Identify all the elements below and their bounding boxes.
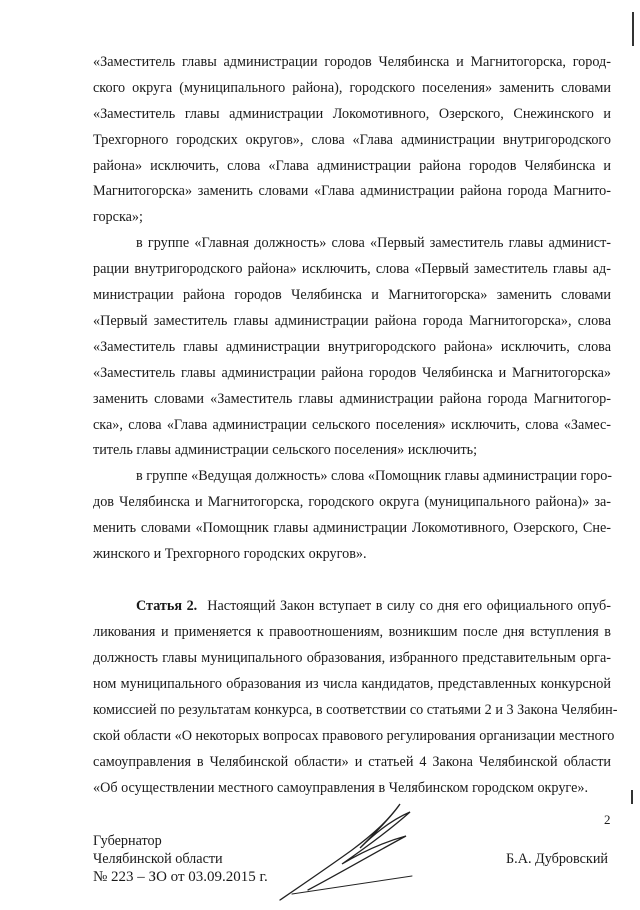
text-line: ской области «О некоторых вопросах правового регулирования организации местного: [93, 728, 615, 744]
scan-mark: [631, 790, 633, 804]
text-line: ном муниципального образования из числа кандидатов, представленных конкурсной: [93, 676, 611, 692]
text-line: «Об осуществлении местного самоуправления в Челябинском городском округе».: [93, 780, 589, 796]
text-line: министрации района городов Челябинска и Магнитогорска» заменить словами: [93, 287, 611, 303]
scan-mark: [632, 12, 634, 46]
page-number: 2: [604, 812, 611, 827]
article-label: Статья 2.: [136, 598, 198, 614]
signer-title: Губернатор: [93, 833, 162, 849]
text-line: жинского и Трехгорного городских округов».: [93, 546, 367, 562]
text-line: комиссией по результатам конкурса, в соответствии со статьями 2 и 3 Закона Челябин-: [93, 702, 618, 718]
text-line: «Заместитель главы администрации городов Челябинска и Магнитогорска, город-: [93, 54, 611, 70]
text-line: менить словами «Помощник главы администрации Локомотивного, Озерского, Сне-: [93, 520, 611, 536]
text-line: дов Челябинска и Магнитогорска, городского округа (муниципального района)» за-: [93, 494, 611, 510]
text-line: в группе «Главная должность» слова «Первый заместитель главы админист-: [136, 235, 611, 251]
text-line: титель главы администрации сельского поселения» исключить;: [93, 442, 478, 458]
text-line: Магнитогорска» заменить словами «Глава администрации района города Магнито-: [93, 183, 611, 199]
law-number: № 223 – ЗО от 03.09.2015 г.: [93, 869, 268, 885]
article-first-line: [136, 597, 611, 615]
signer-region: Челябинской области: [93, 851, 223, 867]
text-line: заменить словами «Заместитель главы администрации района города Магнитогор-: [93, 391, 611, 407]
handwritten-signature: [272, 790, 422, 910]
text-line: района» исключить, слова «Глава администрации района городов Челябинска и: [93, 158, 611, 174]
text-line: ска», слова «Глава администрации сельского поселения» исключить, слова «Замес-: [93, 417, 611, 433]
text-line: Настоящий Закон вступает в силу со дня его официального опуб-: [207, 598, 611, 614]
text-line: ского округа (муниципального района), городского поселения» заменить словами: [93, 80, 611, 96]
text-line: «Первый заместитель главы администрации района города Магнитогорска», слова: [93, 313, 611, 329]
text-line: «Заместитель главы администрации внутригородского района» исключить, слова: [93, 339, 611, 355]
text-line: Трехгорного городских округов», слова «Глава администрации внутригородского: [93, 132, 611, 148]
signer-name: Б.А. Дубровский: [506, 851, 609, 867]
text-line: самоуправления в Челябинской области» и статьей 4 Закона Челябинской области: [93, 754, 611, 770]
text-line: «Заместитель главы администрации района городов Челябинска и Магнитогорска»: [93, 365, 611, 381]
text-line: ликования и применяется к правоотношениям, возникшим после дня вступления в: [93, 624, 611, 640]
text-line: должность главы муниципального образования, избранного представительным орга-: [93, 650, 611, 666]
text-line: «Заместитель главы администрации Локомотивного, Озерского, Снежинского и: [93, 106, 611, 122]
text-line: горска»;: [93, 209, 143, 225]
text-line: рации внутригородского района» исключить, слова «Первый заместитель главы ад-: [93, 261, 611, 277]
text-line: в группе «Ведущая должность» слова «Помощник главы администрации горо-: [136, 468, 613, 484]
